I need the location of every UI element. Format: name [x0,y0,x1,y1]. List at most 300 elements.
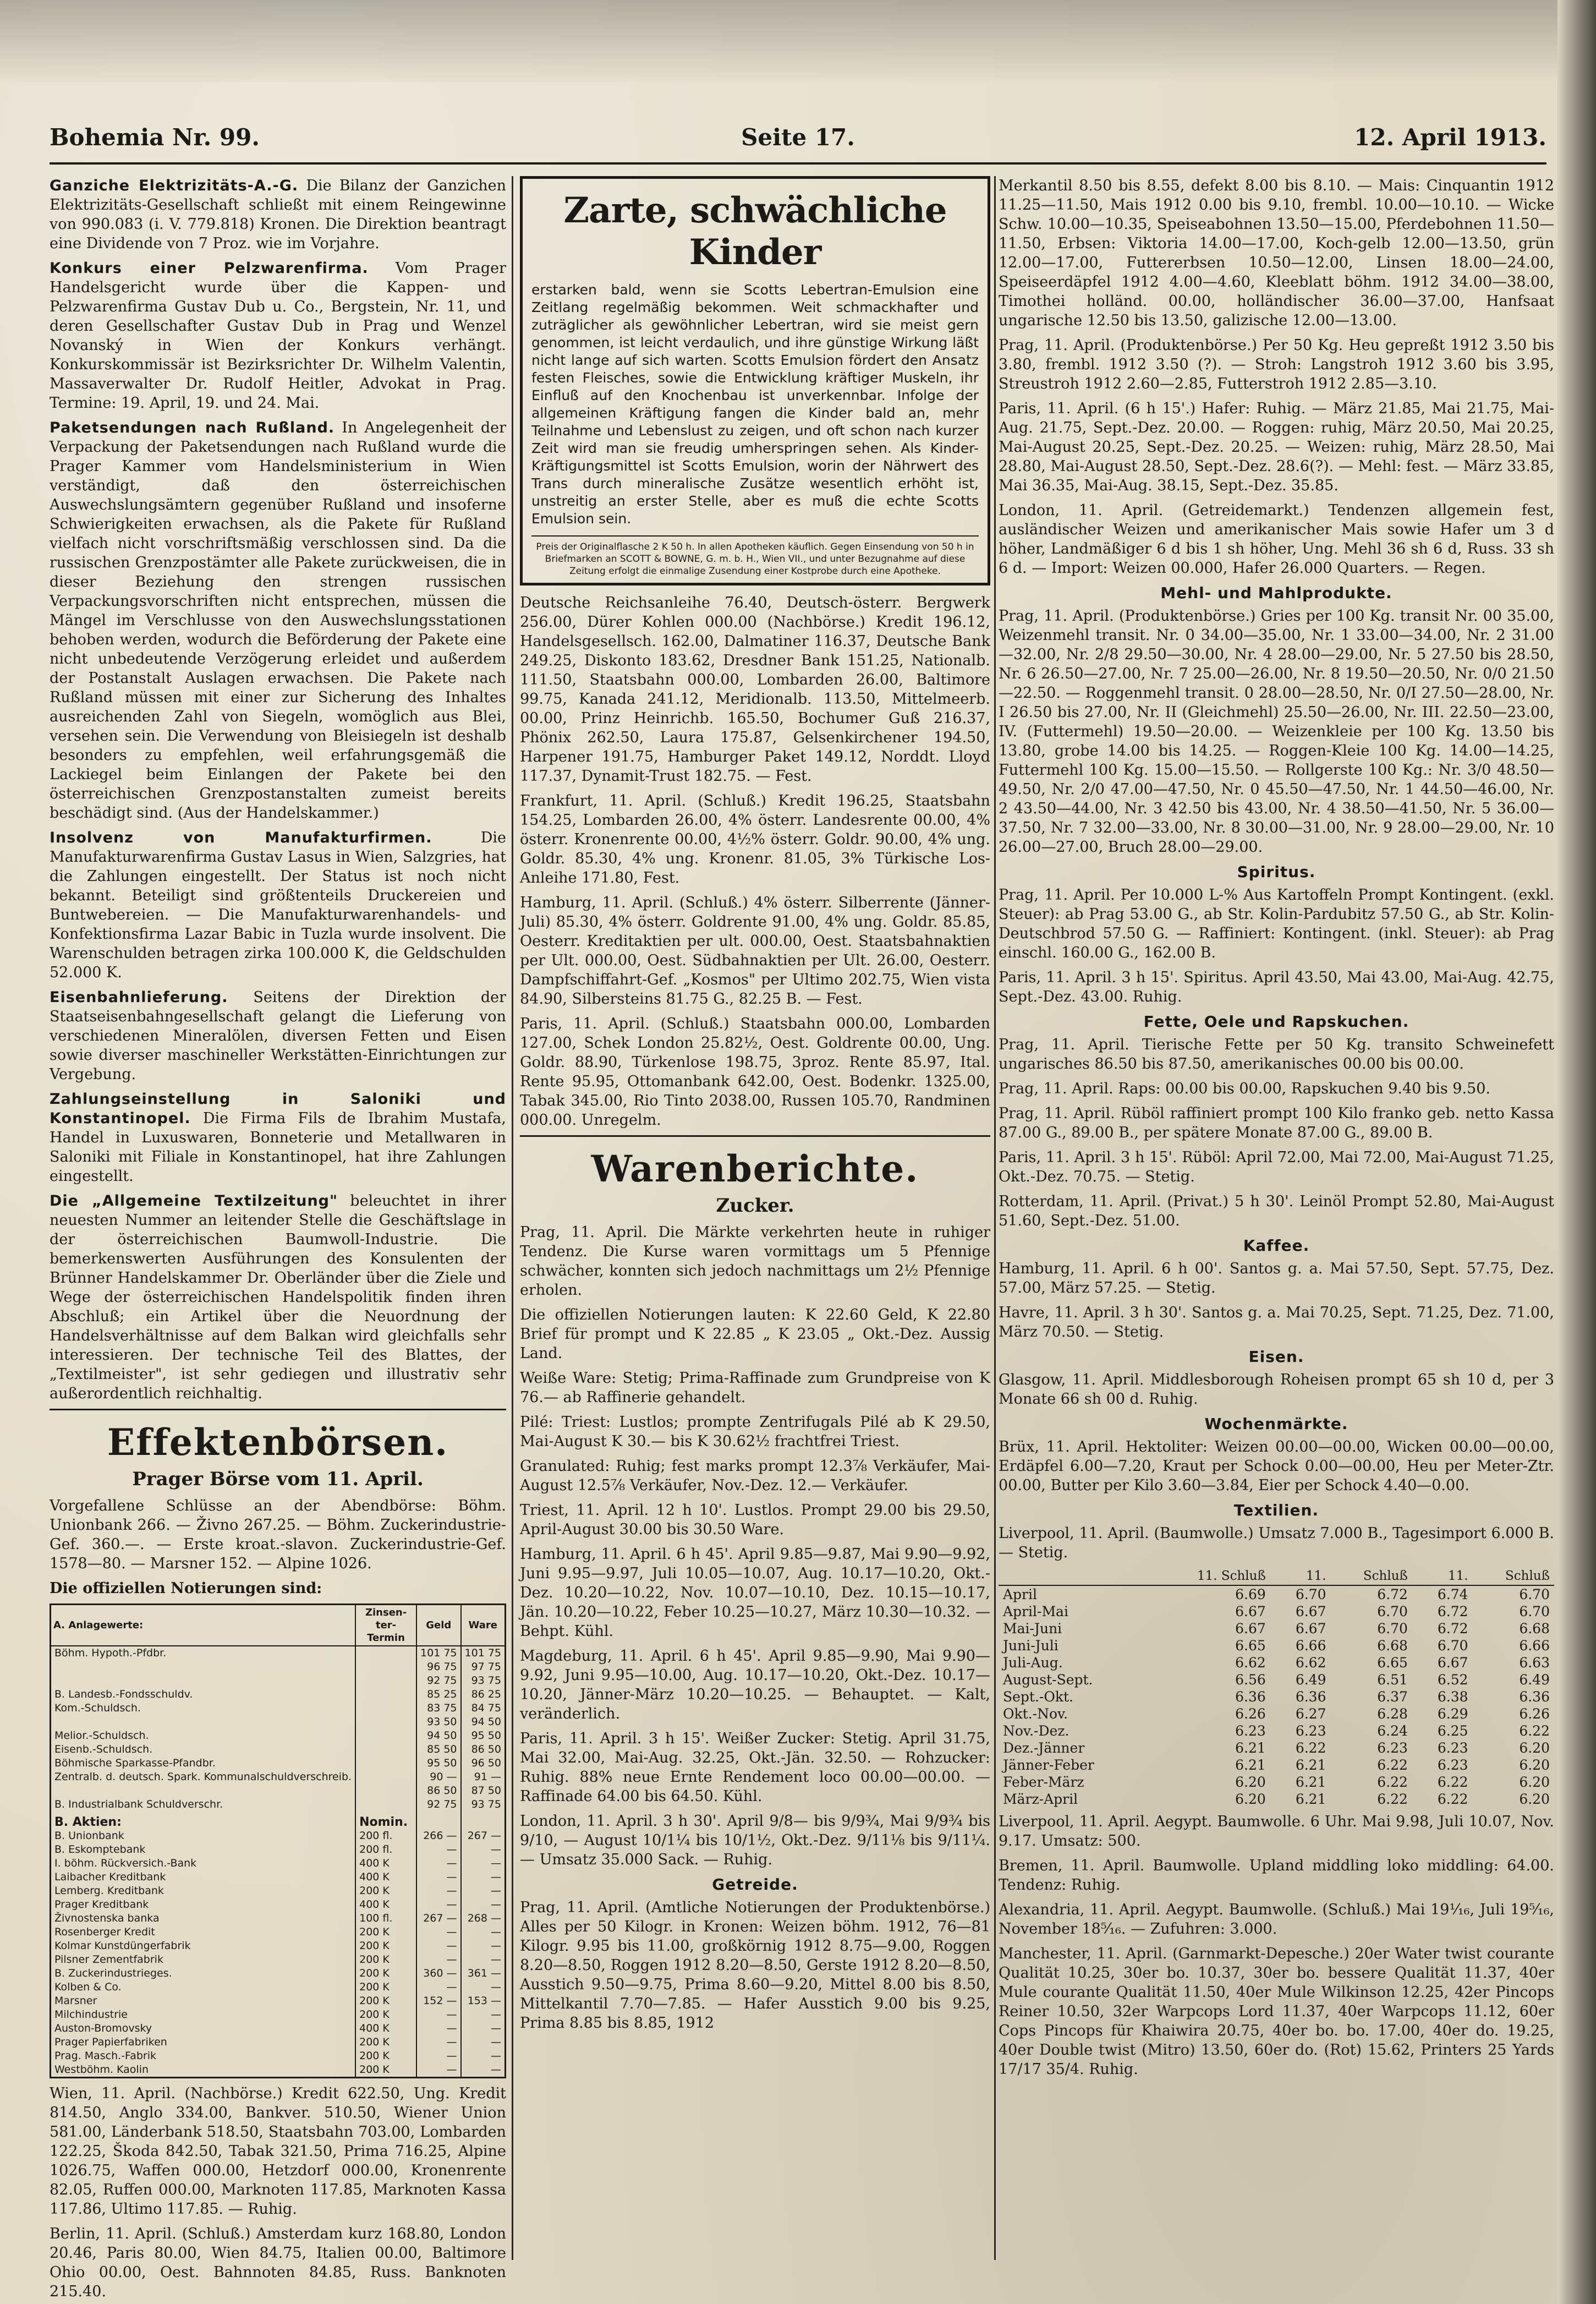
geld-value: — [416,2008,460,2022]
quote-table-body [51,1646,506,2078]
news-item-text: Die Manufakturwarenfirma Gustav Lasus in Wien, Salzgries, hat die Zahlungen eingestellt. Der Status ist noch nicht bekannt. Beteiligt sind größtenteils Druckereien und Buntwebereien. — Die Manufakturwarenhandels- und Konfektionsfirma Lazar Babic in Tuzla wurde insolvent. Die Warenschulden betragen zirka 100.000 K, die Geldschulden 52.000 K. [50,829,506,981]
page-number: Seite 17. [741,124,855,151]
cotton-price: 6.23 [1235,1723,1266,1739]
cotton-price: 6.24 [1377,1723,1408,1739]
wien-report: Wien, 11. April. (Nachbörse.) Kredit 622.50, Ung. Kredit 814.50, Anglo 334.00, Bankver. 510.50, Wiener Union 581.00, Länderbank 518.50, Staatsbahn 703.00, Lombarden 122.25, Škoda 842.50, Tabak 321.50, Prima 716.25, Alpine 1026.75, Waffen 000.00, Hetzdorf 000.00, Kronenrente 82.05, Ruffen 000.00, Marknoten 117.85, Marknoten Kassa 117.86, Ultimo 117.85. — Ruhig. [50,2085,506,2218]
cotton-month: Juli-Aug. [1003,1655,1063,1671]
fette-report: Paris, 11. April. 3 h 15'. Rüböl: April 72.00, Mai 72.00, Mai-August 71.25, Okt.-Dez. 70.75. — Stetig. [999,1149,1554,1185]
cotton-price: 6.67 [1437,1655,1468,1671]
textile-report: Manchester, 11. April. (Garnmarkt-Depesche.) 20er Water twist courante Qualität 10.25, 30er bo. 10.37, 30er bo. bessere Qualität 11.37, 40er Mule courante Qualität 11.50, 40er Mule Wilkinson 12.25, 42er Pincops Reiner 10.50, 32er Warpcops Lord 11.37, 40er Warpcops 11.12, 60er Cops Pincops für Khaiwira 20.75, 40er bo. bo. 17.00, 40er do. 19.25, 40er Double twist (Mitro) 13.50, 60er do. (Rot) 15.62, Printers 25 Yards 17/17 35/4. Ruhig. [999,1945,1554,2078]
cotton-price: 6.26 [1519,1706,1550,1722]
ware-value: — [461,2008,506,2022]
cotton-price: 6.62 [1295,1655,1326,1671]
group-title: B. Aktien: [51,1812,356,1829]
table-caption: Die offiziellen Notierungen sind: [50,1580,322,1597]
geld-value: — [416,2049,460,2063]
empty-cell [461,1812,506,1829]
table-row [51,2049,506,2063]
cotton-col-header [999,1568,1151,1585]
ware-value: 96 50 [461,1756,506,1770]
termin-cell [355,1646,416,1660]
ad-body: erstarken bald, wenn sie Scotts Lebertran-Emulsion eine Zeitlang regelmäßig bekommen. Weit schmackhafter und zuträglicher als gewöhnlicher Lebertran, wird sie meist gern genommen, ist leicht verdaulich, und ihre günstige Wirkung läßt nicht lange auf sich warten. Scotts Emulsion fördert den Ansatz festen Fleisches, sowie die Entwicklung kräftiger Muskeln, ihr Einfluß auf den Knochenbau ist unverkennbar. Infolge der allgemeinen Kräftigung fangen die Kinder bald an, mehr Teilnahme und Lebenslust zu zeigen, und oft schon nach kurzer Zeit wird man sie freudig umherspringen sehen. Als Kinder-Kräftigungsmittel ist Scotts Emulsion, worin der Nährwert des Trans durch mineralische Zusätze wesentlich erhöht ist, unstreitig an erster Stelle, aber es muß die echte Scotts Emulsion sein. [531,282,979,527]
cotton-price: 6.65 [1235,1638,1266,1654]
cotton-price: 6.68 [1377,1638,1408,1654]
cotton-price: 6.22 [1377,1774,1408,1790]
kaffee-reports [999,1259,1554,1342]
table-row [51,1980,506,1994]
nominal-value: 100 fl. [355,1912,416,1925]
berlin-report: Berlin, 11. April. (Schluß.) Amsterdam kurz 168.80, London 20.46, Paris 80.00, Wien 84.75, Italien 00.00, Baltimore Ohio 00.00, Oest. Bahnnoten 84.85, Russ. Banknoten 215.40. [50,2225,506,2300]
termin-cell [355,1770,416,1784]
cotton-month: April-Mai [1003,1604,1068,1619]
ware-value: — [461,1884,506,1898]
security-name: Rosenberger Kredit [51,1925,356,1939]
table-row [51,1939,506,1953]
produkte-report: Paris, 11. April. (6 h 15'.) Hafer: Ruhig. — März 21.85, Mai 21.75, Mai-Aug. 21.75, Sept.-Dez. 20.00. — Roggen: ruhig, März 20.50, Mai 20.25, Mai-August 20.25, Sept.-Dez. 20.25. — Weizen: ruhig, März 28.50, Mai 28.80, Mai-August 28.50, Sept.-Dez. 28.6(?). — Mehl: fest. — März 33.85, Mai 36.35, Mai-Aug. 38.15, Sept.-Dez. 35.85. [999,400,1554,494]
cotton-price: 6.37 [1377,1689,1408,1705]
cotton-month: Okt.-Nov. [1003,1706,1068,1722]
ware-value: 267 — [461,1829,506,1843]
geld-value: — [416,2022,460,2035]
termin-cell [355,1729,416,1743]
table-row [51,1898,506,1912]
kaffee-report: Havre, 11. April. 3 h 30'. Santos g. a. Mai 70.25, Sept. 71.25, Dez. 71.00, März 70.50. — Stetig. [999,1304,1554,1340]
cotton-price: 6.63 [1519,1655,1550,1671]
spiritus-report: Prag, 11. April. Per 10.000 L-% Aus Kartoffeln Prompt Kontingent. (exkl. Steuer): ab Prag 53.00 G., ab Str. Kolin-Pardubitz 57.50 G., ab Str. Kolin-Deutschbrod 57.50 G. — Raffiniert: Kontingent. (inkl. Steuer): ab Prag einschl. 160.00 G., 162.00 B. [999,886,1554,961]
cotton-price: 6.36 [1235,1689,1266,1705]
ware-value: — [461,1925,506,1939]
geld-value: 101 75 [416,1646,460,1660]
table-row [999,1791,1554,1808]
news-item-text: Die Bilanz der Ganzichen Elektrizitäts-Gesellschaft schließt mit einem Reingewinne von 990.083 (i. V. 779.818) Kronen. Die Direktion beantragt eine Dividende von 7 Proz. wie im Vorjahre. [50,177,506,252]
news-item [50,1191,506,1403]
cotton-price: 6.62 [1235,1655,1266,1671]
news-item-text: Die Firma Fils de Ibrahim Mustafa, Handel in Luxuswaren, Bonneterie und Metallwaren in Saloniki mit Filiale in Konstantinopel, hat ihre Zahlungen eingestellt. [50,1110,506,1185]
ware-value: — [461,1843,506,1857]
section-title-zucker: Zucker. [716,1195,794,1217]
geld-value: — [416,1843,460,1857]
cotton-col-header: 11. [1412,1568,1473,1585]
section-title-getreide: Getreide. [712,1875,798,1893]
zucker-report: Paris, 11. April. 3 h 15'. Weißer Zucker: Stetig. April 31.75, Mai 32.00, Mai-Aug. 32.25, Okt.-Jän. 32.50. — Rohzucker: Ruhig. 88% neue Ernte Rendement loco 00.00—00.00. — Raffinade 64.00 bis 64.50. Kühl. [520,1730,990,1805]
termin-cell [355,1715,416,1729]
ware-value: 97 75 [461,1660,506,1674]
nominal-value: 400 K [355,1898,416,1912]
geld-value: — [416,1925,460,1939]
cotton-price: 6.20 [1519,1791,1550,1807]
table-row [51,1756,506,1770]
news-item [50,1090,506,1186]
quote-table [50,1604,506,2078]
cotton-price: 6.20 [1519,1740,1550,1756]
col-termin: Zinsen-ter-Termin [355,1605,416,1646]
news-item-lead: Eisenbahnlieferung. [50,989,228,1006]
zucker-report: Hamburg, 11. April. 6 h 45'. April 9.85—9.87, Mai 9.90—9.92, Juni 9.95—9.97, Juli 10.05—10.07, Aug. 10.17—10.20, Okt.-Dez. 10.20—10.22, Nov. 10.07—10.10, Dez. 10.15—10.17, Jän. 10.20—10.22, Feber 10.25—10.27, März 10.30—10.32. — Behpt. Kühl. [520,1546,990,1640]
cotton-price: 6.20 [1235,1791,1266,1807]
security-name: Pilsner Zementfabrik [51,1953,356,1967]
ware-value: — [461,1939,506,1953]
news-item-lead: Die „Allgemeine Textilzeitung" [50,1192,338,1210]
termin-cell [355,1756,416,1770]
cotton-col-header: Schluß [1331,1568,1412,1585]
cotton-col-header: 11. Schluß [1151,1568,1270,1585]
news-item [50,259,506,413]
security-name: Kom.-Schuldsch. [51,1701,356,1715]
ware-value: 95 50 [461,1729,506,1743]
paris-report: Paris, 11. April. (Schluß.) Staatsbahn 000.00, Lombarden 127.00, Schek London 25.82½, Oest. Goldrente 00.00, Ung. Goldr. 88.90, Türkenlose 198.75, 3proz. Rente 85.97, Ital. Rente 95.95, Ottomanbank 642.00, Oest. Bodenkr. 1325.00, Tabak 345.00, Rio Tinto 2038.00, Russen 105.70, Randminen 000.00. Unregelm. [520,1015,990,1129]
cotton-price: 6.49 [1519,1672,1550,1688]
textile-report: Liverpool, 11. April. Aegypt. Baumwolle. 6 Uhr. Mai 9.98, Juli 10.07, Nov. 9.17. Umsatz: 500. [999,1813,1554,1849]
geld-value: — [416,1857,460,1870]
empty-cell [416,1812,460,1829]
table-row [51,1857,506,1870]
termin-cell [355,1784,416,1798]
geld-value: — [416,1980,460,1994]
news-item-lead: Paketsendungen nach Rußland. [50,419,335,436]
cotton-price: 6.38 [1437,1689,1468,1705]
section-title-fette: Fette, Oele und Rapskuchen. [1143,1013,1409,1031]
news-item-lead: Insolvenz von Manufakturfirmen. [50,829,432,846]
security-name: Lemberg. Kreditbank [51,1884,356,1898]
cotton-price: 6.66 [1519,1638,1550,1654]
security-name: Marsner [51,1994,356,2008]
table-row [51,1770,506,1784]
ware-value: 93 75 [461,1674,506,1688]
geld-value: 94 50 [416,1729,460,1743]
section-title-spiritus: Spiritus. [1237,863,1316,881]
geld-value: — [416,1939,460,1953]
col-geld: Geld [416,1605,460,1646]
ware-value: — [461,2063,506,2078]
zucker-report: Weiße Ware: Stetig; Prima-Raffinade zum Grundpreise von K 76.— ab Raffinerie gehandelt. [520,1370,990,1406]
cotton-header-row [999,1568,1554,1585]
security-name [51,1674,356,1688]
cotton-price: 6.22 [1437,1774,1468,1790]
security-name: B. Zuckerindustrieges. [51,1967,356,1980]
nominal-value: 200 K [355,2049,416,2063]
ware-value: 268 — [461,1912,506,1925]
cotton-price: 6.72 [1377,1586,1408,1602]
news-item [50,988,506,1084]
section-title-kaffee: Kaffee. [1243,1236,1310,1255]
table-row [51,1829,506,1843]
table-row [51,1912,506,1925]
termin-cell [355,1660,416,1674]
table-row [999,1637,1554,1654]
table-row [999,1756,1554,1774]
cotton-price: 6.22 [1519,1723,1550,1739]
cotton-col-header: Schluß [1473,1568,1554,1585]
cotton-price: 6.23 [1295,1723,1326,1739]
nominal-value: 200 K [355,2063,416,2078]
section-title-eisen: Eisen. [1248,1348,1304,1366]
table-row [999,1705,1554,1722]
geld-value: 90 — [416,1770,460,1784]
cotton-price: 6.23 [1377,1740,1408,1756]
column-rule-2 [994,176,996,2260]
table-row [51,1674,506,1688]
table-row [999,1620,1554,1637]
masthead-title: Bohemia Nr. 99. [50,124,260,151]
security-name: Melior.-Schuldsch. [51,1729,356,1743]
spiritus-report-paris: Paris, 11. April. 3 h 15'. Spiritus. April 43.50, Mai 43.00, Mai-Aug. 42.75, Sept.-Dez. 43.00. Ruhig. [999,969,1554,1005]
table-row [51,1784,506,1798]
security-name [51,1784,356,1798]
zucker-report: Die offiziellen Notierungen lauten: K 22.60 Geld, K 22.80 Brief für prompt und K 22.85 „ K 23.05 „ Okt.-Dez. Aussig Land. [520,1306,990,1362]
frankfurt-report: Frankfurt, 11. April. (Schluß.) Kredit 196.25, Staatsbahn 154.25, Lombarden 26.00, 4% österr. Landesrente 00.00, 4% österr. Kronenrente 00.00, 4½% österr. Goldr. 90.00, 4% ung. Goldr. 85.30, 4% ung. Kronenr. 81.05, 3% Türkische Los-Anleihe 171.80, Fest. [520,792,990,886]
table-row [51,1870,506,1884]
geld-value: — [416,2063,460,2078]
zucker-report: Prag, 11. April. Die Märkte verkehrten heute in ruhiger Tendenz. Die Kurse waren vormittags um 5 Pfennige schwächer, konnten sich jedoch nachmittags um 2½ Pfennige erholen. [520,1224,990,1299]
group-col-nomin: Nomin. [355,1812,416,1829]
security-name: B. Eskomptebank [51,1843,356,1857]
nominal-value: 200 K [355,1939,416,1953]
cotton-month: April [1003,1586,1037,1602]
ware-value: 91 — [461,1770,506,1784]
security-name: Prager Papierfabriken [51,2035,356,2049]
boerse-intro: Vorgefallene Schlüsse an der Abendbörse: Böhm. Unionbank 266. — Živno 267.25. — Böhm. Zuckerindustrie-Gef. 360.—. — Erste kroat.-slavon. Zuckerindustrie-Gef. 1578—80. — Marsner 152. — Alpine 1026. [50,1497,506,1572]
table-row [51,1646,506,1660]
table-row [51,1798,506,1812]
cotton-price: 6.23 [1437,1740,1468,1756]
geld-value: — [416,1870,460,1884]
nominal-value: 200 K [355,1925,416,1939]
news-item-text: In Angelegenheit der Verpackung der Paketsendungen nach Rußland wurde die Prager Kammer vom Handelsministerium in Wien verständigt, daß den österreichischen Auswechslungsämtern gegenüber Rußland und insoferne Schwierigkeiten erwachsen, als die Pakete für Rußland vielfach nicht vorschriftsmäßig verschlossen sind. Da die russischen Grenzpostämter alle Pakete zurückweisen, die in dieser Beziehung den strengen russischen Verpackungsvorschriften nicht entsprechen, müssen die Mängel im Verschlusse von den Auswechslungsstationen behoben werden, wodurch die Beförderung der Pakete eine nicht unbedeutende Verzögerung erleidet und außerdem der Postanstalt Auslagen erwachsen. Die Pakete nach Rußland müssen mit einer zur Sicherung des Inhaltes ausreichenden Zahl von Siegeln, womöglich aus Blei, versehen sein. Die Verwendung von Bleisiegeln ist deshalb besonders zu empfehlen, weil erfahrungsgemäß die Lackiegel beim Einlangen der Pakete bei den österreichischen Grenzpostanstalten zumeist bereits beschädigt sind. (Aus der Handelskammer.) [50,419,506,822]
cotton-table [999,1568,1554,1808]
section-subtitle-prager-boerse: Prager Börse vom 11. April. [132,1468,424,1490]
cotton-price: 6.72 [1437,1604,1468,1619]
ware-value: — [461,1980,506,1994]
geld-value: — [416,2035,460,2049]
geld-value: — [416,1884,460,1898]
geld-value: 83 75 [416,1701,460,1715]
page-header [50,124,1546,165]
section-title-effektenboersen: Effektenbörsen. [107,1421,449,1464]
ware-value: 87 50 [461,1784,506,1798]
cotton-price: 6.21 [1295,1757,1326,1773]
liverpool-report: Liverpool, 11. April. (Baumwolle.) Umsatz 7.000 B., Tagesimport 6.000 B. — Stetig. [999,1525,1554,1561]
scan-shadow-top [0,0,1596,83]
column-rule-1 [512,176,513,2260]
section-title-wochenmaerkte: Wochenmärkte. [1204,1415,1348,1433]
scotts-emulsion-advertisement [520,176,990,585]
cotton-month: März-April [1003,1791,1078,1807]
textile-reports [999,1812,1554,2079]
wochenmarkt-report: Brüx, 11. April. Hektoliter: Weizen 00.00—00.00, Wicken 00.00—00.00, Erdäpfel 6.00—7.20, Kraut per Schock 0.00—00.00, Heu per Meter-Ztr. 00.00, Butter per Kilo 3.60—3.84, Eier per Schock 4.40—0.00. [999,1438,1554,1494]
zucker-reports [520,1223,990,1869]
ware-value: 153 — [461,1994,506,2008]
cotton-price: 6.66 [1295,1638,1326,1654]
cotton-price: 6.70 [1377,1621,1408,1637]
ware-value: 86 50 [461,1743,506,1756]
cotton-month: Dez.-Jänner [1003,1740,1085,1756]
security-name: Westböhm. Kaolin [51,2063,356,2078]
ware-value: 86 25 [461,1688,506,1701]
cotton-price: 6.36 [1519,1689,1550,1705]
cotton-price: 6.65 [1377,1655,1408,1671]
zucker-report: London, 11. April. 3 h 30'. April 9/8— bis 9/9¾, Mai 9/9¾ bis 9/10, — August 10/1¼ bis 10/1½, Okt.-Dez. 9/11⅛ bis 9/11¼. — Umsatz 35.000 Sack. — Ruhig. [520,1813,990,1868]
cotton-price: 6.21 [1235,1757,1266,1773]
news-item-text: beleuchtet in ihrer neuesten Nummer an leitender Stelle die Geschäftslage in der österreichischen Baumwoll-Industrie. Die bemerkenswerten Ausführungen des Konsulenten der Brünner Handelskammer Dr. Oberländer über die Ziele und Wege der österreichischen Handelspolitik finden ihren Abschluß; ein Artikel über die Neuordnung der Handelsverhältnisse auf dem Balkan wird gleichfalls sehr interessieren. Der technische Teil des Blattes, der „Textilmeister", ist sehr gediegen und illustrativ sehr außerordentlich reichhaltig. [50,1192,506,1402]
security-name: B. Unionbank [51,1829,356,1843]
geld-value: 152 — [416,1994,460,2008]
security-name [51,1715,356,1729]
ware-value: — [461,2049,506,2063]
mehl-report: Prag, 11. April. (Produktenbörse.) Gries per 100 Kg. transit Nr. 00 35.00, Weizenmehl transit. Nr. 0 34.00—35.00, Nr. 1 33.00—34.00, Nr. 2 31.00—32.00, Nr. 2/8 29.50—30.00, Nr. 4 28.00—29.00, Nr. 5 27.50 bis 28.50, Nr. 6 26.50—27.00, Nr. 7 25.00—26.00, Nr. 8 19.50—20.50, Nr. 0/0 21.50—22.50. — Roggenmehl transit. 0 28.00—28.50, Nr. 0/I 27.50—28.00, Nr. I 26.50 bis 27.00, Nr. II (Gleichmehl) 25.50—26.00, Nr. III. 22.50—23.00, IV. (Futtermehl) 19.50—20.00. — Weizenkleie per 100 Kg. 13.50 bis 13.80, grobe 14.00 bis 14.25. — Roggen-Kleie 100 Kg. 14.00—14.25, Futtermehl 100 Kg. 15.00—15.50. — Rollgerste 100 Kg.: Nr. 3/0 48.50—49.50, Nr. 2/0 47.00—47.50, Nr. 0 45.50—47.50, Nr. 1 44.50—46.00, Nr. 2 43.50—44.00, Nr. 3 42.50 bis 43.00, Nr. 4 38.50—41.50, Nr. 5 36.00—37.50, Nr. 7 32.00—33.00, Nr. 8 30.00—31.00, Nr. 9 28.00—29.00, Nr. 10 26.00—27.00, Bruch 28.00—29.00. [999,608,1554,856]
cotton-price: 6.68 [1519,1621,1550,1637]
table-row [999,1603,1554,1620]
zucker-report: Pilé: Triest: Lustlos; prompte Zentrifugals Pilé ab K 29.50, Mai-August K 30.— bis K 30.62½ frachtfrei Triest. [520,1414,990,1450]
table-row [51,1953,506,1967]
cotton-price: 6.22 [1295,1740,1326,1756]
nominal-value: 200 fl. [355,1829,416,1843]
geld-value: 93 50 [416,1715,460,1729]
security-name: Kolben & Co. [51,1980,356,1994]
table-row [51,1843,506,1857]
news-item-lead: Zahlungseinstellung in Saloniki und Konstantinopel. [50,1091,506,1127]
termin-cell [355,1688,416,1701]
col-ware: Ware [461,1605,506,1646]
table-row [999,1654,1554,1671]
table-row [51,2063,506,2078]
news-item-lead: Ganziche Elektrizitäts-A.-G. [50,177,299,194]
ware-value: — [461,1898,506,1912]
section-title-textilien: Textilien. [1233,1501,1319,1519]
table-row [999,1671,1554,1688]
cotton-price: 6.21 [1295,1774,1326,1790]
table-row [999,1688,1554,1705]
security-name: Eisenb.-Schuldsch. [51,1743,356,1756]
table-row [999,1739,1554,1756]
nominal-value: 200 K [355,1967,416,1980]
nominal-value: 400 K [355,1857,416,1870]
getreide-report: Prag, 11. April. (Amtliche Notierungen der Produktenbörse.) Alles per 50 Kilogr. in Kronen: Weizen böhm. 1912, 76—81 Kilogr. 9.95 bis 11.00, großkörnig 1912 8.75—9.00, Roggen 8.20—8.50, Roggen 1912 8.20—8.50, Gerste 1912 8.20—8.50, Ausstich 9.50—9.75, Prima 8.60—9.20, Mittel 8.00 bis 8.50, Mittelkantil 7.70—7.85. — Hafer Ausstich 9.00 bis 9.25, Prima 8.85 bis 8.85, 1912 [520,1899,990,2032]
table-row [51,2008,506,2022]
news-item [50,418,506,823]
cotton-price: 6.20 [1519,1757,1550,1773]
security-name: Laibacher Kreditbank [51,1870,356,1884]
news-item-lead: Konkurs einer Pelzwarenfirma. [50,260,369,277]
berlin-market-report: Deutsche Reichsanleihe 76.40, Deutsch-österr. Bergwerk 256.00, Dürer Kohlen 000.00 (Nachbörse.) Kredit 196.12, Handelsgesellsch. 162.00, Dalmatiner 116.37, Deutsche Bank 249.25, Diskonto 183.62, Dresdner Bank 151.25, Nationalb. 111.50, Staatsbahn 000.00, Lombarden 26.00, Baltimore 99.75, Kanada 241.12, Meridionalb. 113.50, Mittelmeerb. 00.00, Prinz Heinrichb. 165.50, Bochumer Guß 216.37, Phönix 262.50, Laura 175.87, Gelsenkirchener 194.50, Harpener 191.75, Hamburger Paket 149.12, Norddt. Lloyd 117.37, Dynamit-Trust 182.75. — Fest. [520,594,990,785]
divider [50,1409,506,1410]
geld-value: 267 — [416,1912,460,1925]
cotton-price: 6.70 [1295,1586,1326,1602]
table-group-row [51,1812,506,1829]
fette-report: Prag, 11. April. Rüböl raffiniert prompt 100 Kilo franko geb. netto Kassa 87.00 G., 89.00 B., per spätere Monate 87.00 G., 89.00 B. [999,1105,1554,1141]
textile-report: Alexandria, 11. April. Aegypt. Baumwolle. (Schluß.) Mai 19¹⁄₁₆, Juli 19⁵⁄₁₆, November 18⁵⁄₁₆. — Zufuhren: 3.000. [999,1901,1554,1938]
cotton-price: 6.52 [1437,1672,1468,1688]
kaffee-report: Hamburg, 11. April. 6 h 00'. Santos g. a. Mai 57.50, Sept. 57.75, Dez. 57.00, März 57.25. — Stetig. [999,1260,1554,1296]
ware-value: — [461,2022,506,2035]
cotton-price: 6.56 [1235,1672,1266,1688]
ad-headline: Zarte, schwächliche Kinder [563,190,947,273]
termin-cell [355,1674,416,1688]
fette-report: Prag, 11. April. Raps: 00.00 bis 00.00, Rapskuchen 9.40 bis 9.50. [999,1080,1490,1097]
cotton-month: Nov.-Dez. [1003,1723,1070,1739]
cotton-price: 6.70 [1377,1604,1408,1619]
cotton-price: 6.69 [1235,1586,1266,1602]
ware-value: 101 75 [461,1646,506,1660]
cotton-price: 6.72 [1437,1621,1468,1637]
cotton-price: 6.49 [1295,1672,1326,1688]
security-name: Milchindustrie [51,2008,356,2022]
getreide-continued: Merkantil 8.50 bis 8.55, defekt 8.00 bis 8.10. — Mais: Cinquantin 1912 11.25—11.50, Mais 1912 0.00 bis 9.10, frembl. 10.00—10.10. — Wicke Schw. 10.00—10.35, Speiseabohnen 13.50—15.00, Pferdebohnen 11.50—11.50, Erbsen: Viktoria 14.00—17.00, Koch-gelb 12.00—13.50, grün 12.00—17.00, Futtererbsen 10.50—12.00, Linsen 18.00—24.00, Speiseerdäpfel 1912 4.00—4.60, Kleeblatt böhm. 1912 34.00—38.00, Timothei holländ. 00.00, holländischer 36.00—37.00, Hanfsaat ungarische 12.50 bis 13.50, galizische 12.00—13.00. [999,177,1554,329]
cotton-price: 6.21 [1295,1791,1326,1807]
table-row [999,1722,1554,1739]
cotton-price: 6.70 [1519,1586,1550,1602]
cotton-table-body [999,1568,1554,1808]
cotton-month: August-Sept. [1003,1672,1093,1688]
geld-value: 92 75 [416,1798,460,1812]
ware-value: — [461,1870,506,1884]
nominal-value: 200 K [355,1884,416,1898]
ware-value: 93 75 [461,1798,506,1812]
table-row [999,1774,1554,1791]
table-row [51,1925,506,1939]
geld-value: 95 50 [416,1756,460,1770]
cotton-price: 6.70 [1437,1638,1468,1654]
geld-value: — [416,1953,460,1967]
news-item [50,828,506,982]
security-name: I. böhm. Rückversich.-Bank [51,1857,356,1870]
column-middle [520,176,990,2265]
ware-value: 84 75 [461,1701,506,1715]
cotton-price: 6.21 [1235,1740,1266,1756]
table-row [51,1994,506,2008]
cotton-month: Jänner-Feber [1003,1757,1094,1773]
security-name: Živnostenska banka [51,1912,356,1925]
cotton-price: 6.28 [1377,1706,1408,1722]
issue-date: 12. April 1913. [1354,124,1546,151]
ware-value: 361 — [461,1967,506,1980]
security-name: Prag. Masch.-Fabrik [51,2049,356,2063]
ware-value: — [461,1953,506,1967]
column-left [50,176,506,2300]
nominal-value: 400 K [355,1870,416,1884]
zucker-report: Triest, 11. April. 12 h 10'. Lustlos. Prompt 29.00 bis 29.50, April-August 30.00 bis 30.50 Ware. [520,1502,990,1538]
cotton-price: 6.67 [1295,1621,1326,1637]
geld-value: 85 25 [416,1688,460,1701]
nominal-value: 400 K [355,2022,416,2035]
ware-value: 94 50 [461,1715,506,1729]
table-row [51,1688,506,1701]
table-row [51,1660,506,1674]
table-row [51,1701,506,1715]
table-row [51,2022,506,2035]
security-name [51,1660,356,1674]
geld-value: 86 50 [416,1784,460,1798]
cotton-price: 6.20 [1235,1774,1266,1790]
geld-value: 92 75 [416,1674,460,1688]
col-name: A. Anlagewerte: [51,1605,356,1646]
cotton-month: Feber-März [1003,1774,1084,1790]
ware-value: — [461,1857,506,1870]
nominal-value: 200 K [355,1994,416,2008]
security-name: Zentralb. d. deutsch. Spark. Kommunalschuldverschreib. [51,1770,356,1784]
hamburg-report: Hamburg, 11. April. (Schluß.) 4% österr. Silberrente (Jänner-Juli) 85.30, 4% österr. Goldrente 91.00, 4% ung. Goldr. 85.85, Oesterr. Kreditaktien per ult. 000.00, Oest. Staatsbahnaktien per Ult. 000.00, Oest. Südbahnaktien per Ult. 26.00, Oesterr. Dampfschiffahrt-Gef. „Kosmos" per Ultimo 202.75, Wien vista 84.90, Silbersteins 81.75 G., 82.25 B. — Fest. [520,894,990,1008]
cotton-price: 6.67 [1235,1621,1266,1637]
cotton-price: 6.25 [1437,1723,1468,1739]
news-item-text: Seitens der Direktion der Staatseisenbahngesellschaft gelangt die Lieferung von verschiedenen Mineralölen, diversen Fetten und Eisen sowie diverser maschineller Werkstätten-Einrichtungen zur Vergebung. [50,989,506,1083]
cotton-price: 6.26 [1235,1706,1266,1722]
cotton-price: 6.23 [1437,1757,1468,1773]
cotton-price: 6.22 [1377,1791,1408,1807]
geld-value: 266 — [416,1829,460,1843]
divider [520,1135,990,1137]
table-row [51,1743,506,1756]
termin-cell [355,1701,416,1715]
geld-value: 85 50 [416,1743,460,1756]
